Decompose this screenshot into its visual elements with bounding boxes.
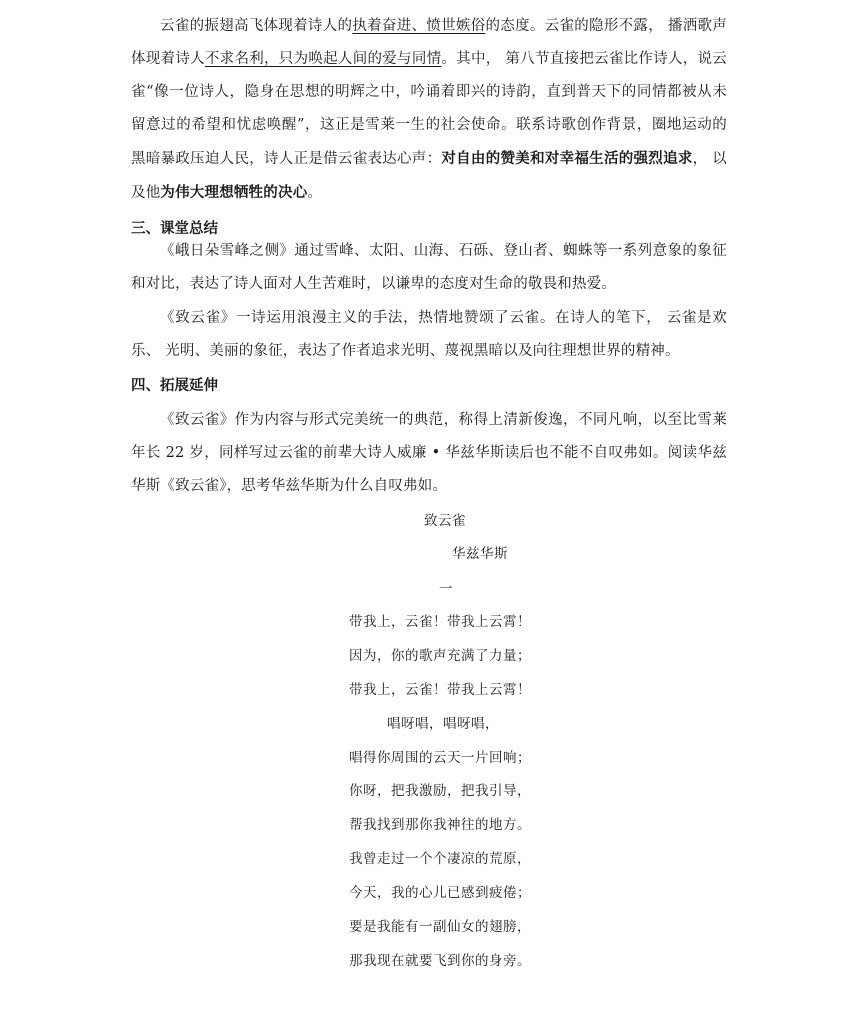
poem-line: 带我上，云雀！带我上云霄！ [349, 614, 531, 630]
poem-line: 带我上，云雀！带我上云霄！ [349, 682, 531, 698]
bold-phrase-1: 对自由的赞美 [441, 150, 531, 167]
poem-line: 因为，你的歌声充满了力量； [349, 648, 531, 664]
summary-paragraph-1: 《峨日朵雪峰之侧》通过雪峰、太阳、山海、石砾、登山者、蜘蛛等一系列意象的象征 和对比，表达了诗人面对人生苦难时，以谦卑的态度对生命的敬畏和热爱。 [131, 243, 727, 292]
analysis-paragraph [131, 10, 727, 210]
poem-author: 华兹华斯 [452, 546, 508, 562]
underlined-phrase-2: 不求名利，只为唤起人间的爱与同情 [204, 51, 442, 67]
section-heading-summary: 三、课堂总结 [131, 221, 218, 237]
para1-text-6: 。 [307, 185, 323, 201]
para1-text-5: ， 以及他 [131, 151, 728, 201]
bold-phrase-3: 为伟大理想牺牲的决心 [160, 184, 308, 201]
poem-title: 致云雀 [424, 513, 466, 529]
section-heading-extension: 四、拓展延伸 [131, 378, 218, 394]
poem-line: 我曾走过一个个凄凉的荒原， [349, 851, 531, 867]
para1-text-2: 的态度。云雀的隐形不露， 播洒歌声 体现着诗人 [131, 18, 727, 67]
poem-line: 要是我能有一副仙女的翅膀， [349, 919, 531, 935]
poem-line: 今天，我的心儿已感到疲倦； [349, 885, 531, 901]
poem-section-number: 一 [439, 581, 453, 597]
poem-line: 唱得你周围的云天一片回响； [349, 750, 531, 766]
poem-line: 你呀，把我激励，把我引导， [349, 783, 531, 799]
para1-text-3: 。其中， 第八节直接把云雀比作诗人，说云 雀“像一位诗人，隐身在思想的明辉之中，吟诵着即兴的诗韵，直到普天下的同情都被从未 留意过的希望和忧虑唤醒”，这正是雪莱一生的社会使命。联系诗歌创作背景，圈地运动的 黑暗暴政压迫人民，诗人正是借云雀表达心声： [131, 51, 728, 167]
underlined-phrase-1: 执着奋进、愤世嫉俗 [352, 18, 486, 34]
summary-paragraph-2: 《致云雀》一诗运用浪漫主义的手法，热情地赞颂了云雀。在诗人的笔下， 云雀是欢乐、 光明、美丽的象征，表达了作者追求光明、蔑视黑暗以及向往理想世界的精神。 [131, 310, 727, 359]
bold-phrase-2: 对幸福生活的强烈追求 [544, 150, 693, 167]
para1-text-4: 和 [530, 150, 545, 167]
poem-line: 帮我找到那你我神往的地方。 [349, 817, 531, 833]
extension-paragraph: 《致云雀》作为内容与形式完美统一的典范，称得上清新俊逸，不同凡响，以至比雪莱 年长 22 岁，同样写过云雀的前辈大诗人威廉 • 华兹华斯读后也不能不自叹弗如。阅读华兹 华斯《致云雀》，思考华兹华斯为什么自叹弗如。 [131, 412, 727, 494]
para1-text-1: 云雀的振翅高飞体现着诗人的 [160, 18, 353, 34]
poem-line: 唱呀唱，唱呀唱， [387, 716, 499, 732]
poem-line: 那我现在就要飞到你的身旁。 [349, 953, 531, 969]
